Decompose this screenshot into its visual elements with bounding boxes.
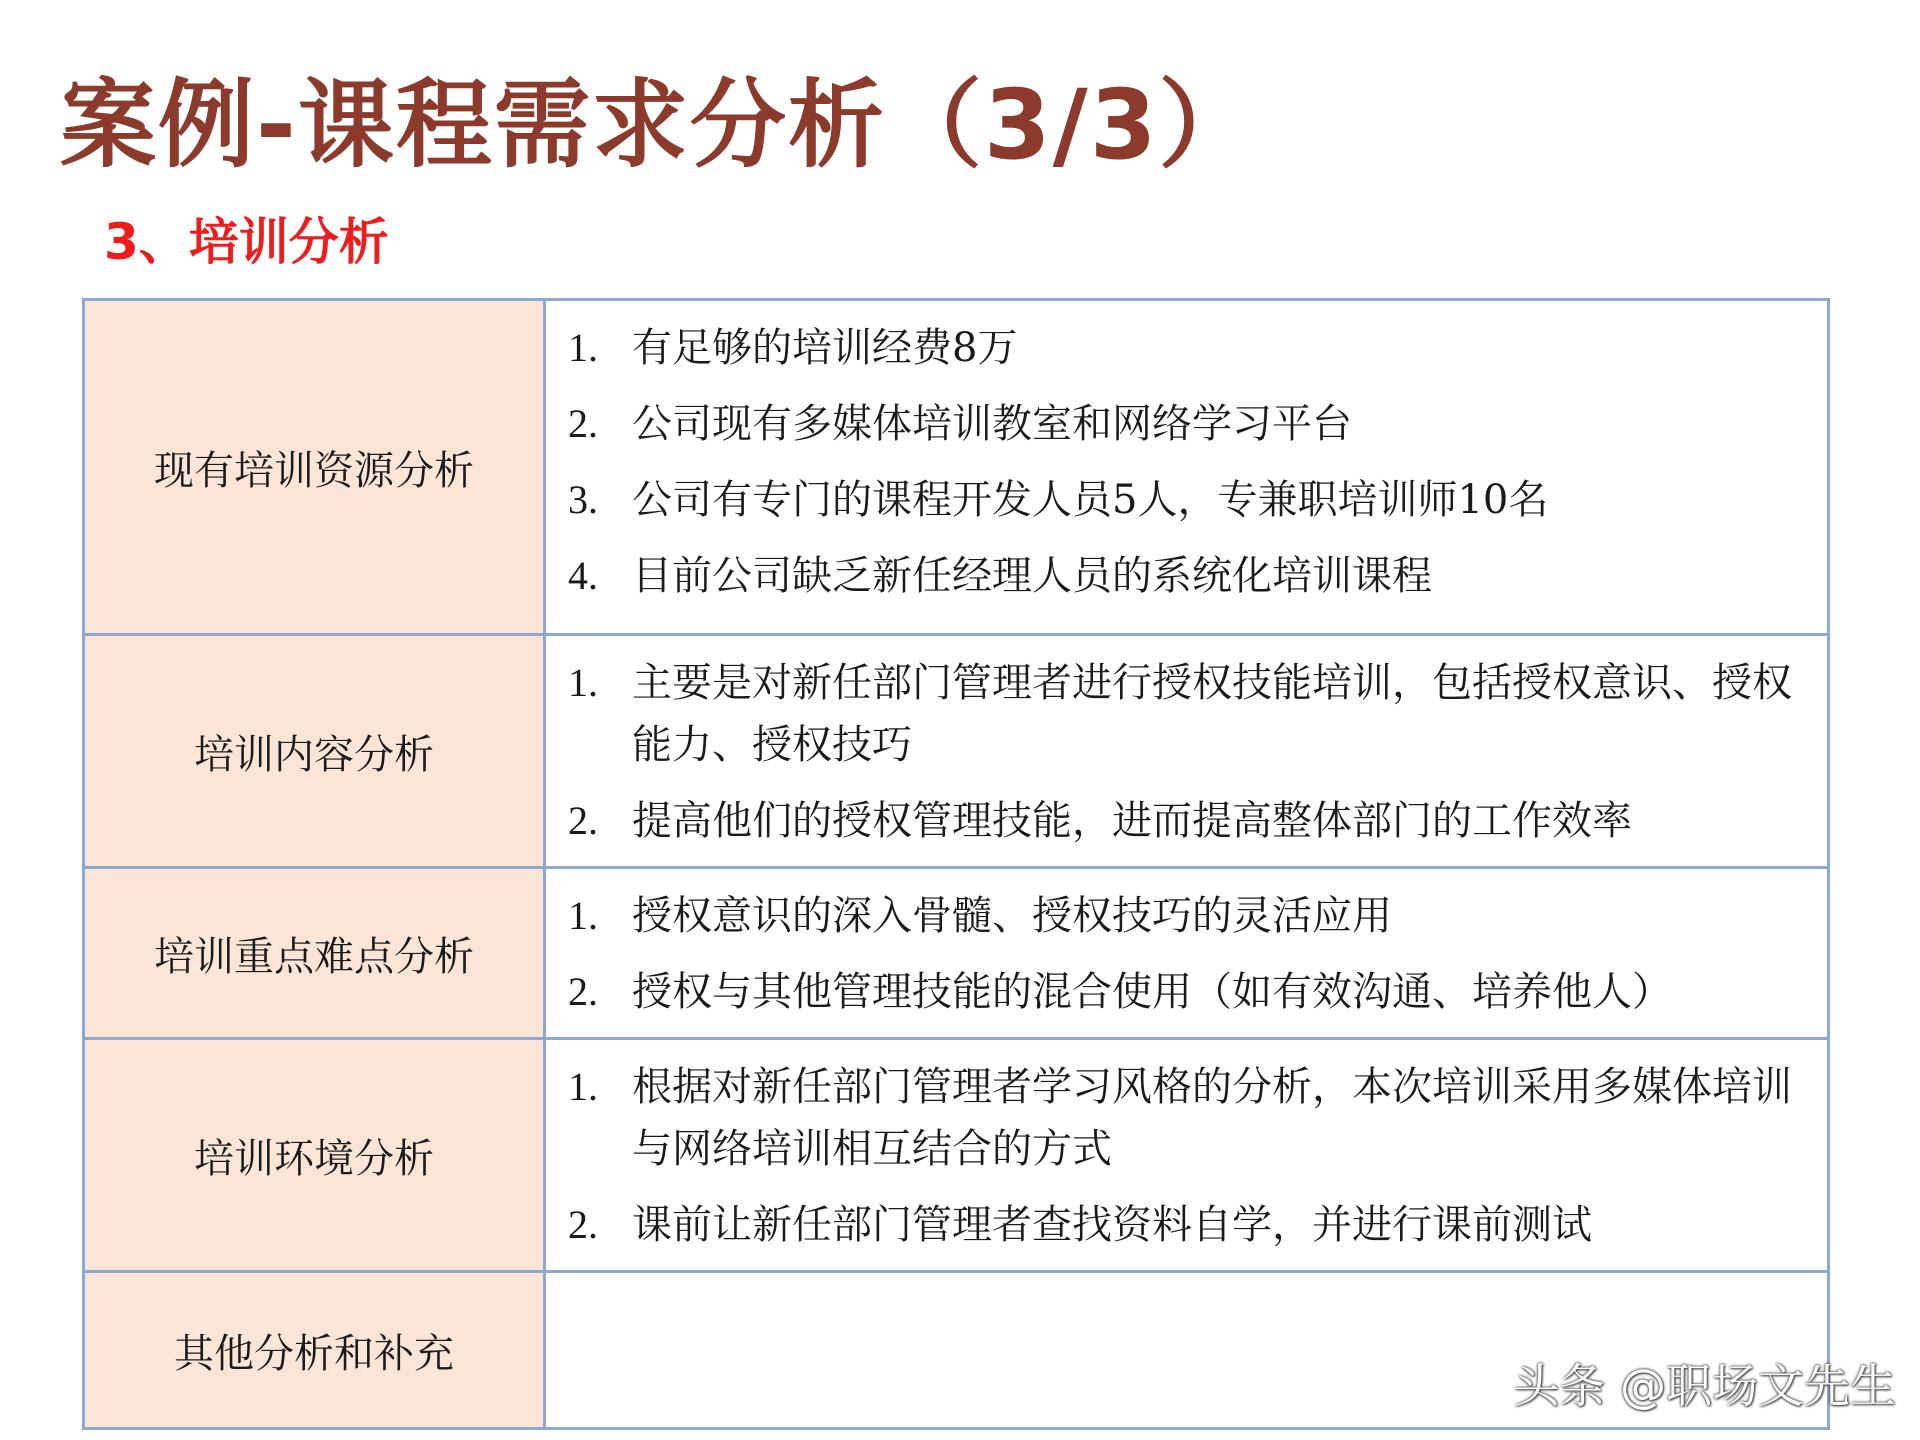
item-text: 提高他们的授权管理技能，进而提高整体部门的工作效率 xyxy=(632,798,1632,844)
item-number: 1. xyxy=(568,325,598,370)
item-number: 1. xyxy=(568,893,598,938)
item-text: 目前公司缺乏新任经理人员的系统化培训课程 xyxy=(632,553,1432,599)
row-label: 培训内容分析 xyxy=(84,635,545,868)
item-number: 1. xyxy=(568,1064,598,1109)
analysis-table xyxy=(82,298,1830,1430)
page-title: 案例-课程需求分析（3/3） xyxy=(60,69,1257,181)
item-text: 根据对新任部门管理者学习风格的分析，本次培训采用多媒体培训与网络培训相互结合的方式 xyxy=(632,1064,1792,1172)
section-heading: 3、培训分析 xyxy=(104,213,389,271)
item-text: 公司现有多媒体培训教室和网络学习平台 xyxy=(632,401,1352,447)
item-number: 3. xyxy=(568,477,598,522)
list-item xyxy=(546,961,1827,1023)
row-label: 培训重点难点分析 xyxy=(84,868,545,1039)
list-item xyxy=(546,885,1827,947)
row-content xyxy=(545,1039,1829,1272)
item-number: 2. xyxy=(568,969,598,1014)
table-row xyxy=(84,300,1829,635)
list-item xyxy=(546,317,1827,379)
list-item xyxy=(546,652,1827,776)
item-number: 2. xyxy=(568,1202,598,1247)
list-item xyxy=(546,545,1827,607)
row-content xyxy=(545,300,1829,635)
item-number: 1. xyxy=(568,660,598,705)
table-row xyxy=(84,1039,1829,1272)
item-text: 公司有专门的课程开发人员5人，专兼职培训师10名 xyxy=(632,477,1549,523)
row-label: 培训环境分析 xyxy=(84,1039,545,1272)
item-text: 主要是对新任部门管理者进行授权技能培训，包括授权意识、授权能力、授权技巧 xyxy=(632,660,1792,768)
row-content xyxy=(545,635,1829,868)
list-item xyxy=(546,1194,1827,1256)
list-item xyxy=(546,469,1827,531)
list-item xyxy=(546,790,1827,852)
list-item xyxy=(546,1056,1827,1180)
table-row xyxy=(84,868,1829,1039)
item-text: 有足够的培训经费8万 xyxy=(632,325,1018,371)
watermark: 头条 @职场文先生 xyxy=(1513,1359,1896,1413)
item-number: 2. xyxy=(568,401,598,446)
item-number: 2. xyxy=(568,798,598,843)
row-label: 其他分析和补充 xyxy=(84,1272,545,1429)
list-item xyxy=(546,393,1827,455)
item-text: 授权与其他管理技能的混合使用（如有效沟通、培养他人） xyxy=(632,969,1672,1015)
item-text: 授权意识的深入骨髓、授权技巧的灵活应用 xyxy=(632,893,1392,939)
row-label: 现有培训资源分析 xyxy=(84,300,545,635)
row-content xyxy=(545,868,1829,1039)
table-row xyxy=(84,635,1829,868)
item-number: 4. xyxy=(568,553,598,598)
item-text: 课前让新任部门管理者查找资料自学，并进行课前测试 xyxy=(632,1202,1592,1248)
